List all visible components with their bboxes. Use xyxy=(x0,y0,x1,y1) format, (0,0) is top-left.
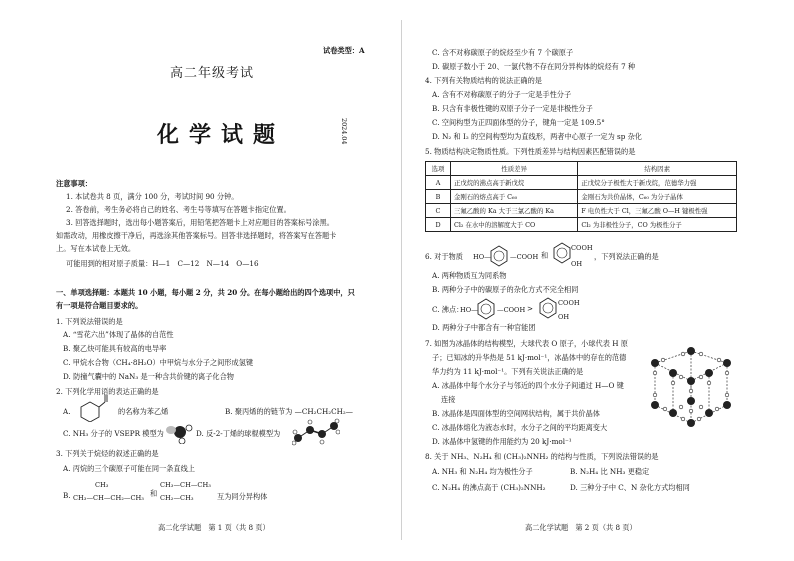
page-divider xyxy=(401,20,402,540)
q5-stem: 5. 物质结构决定物质性质。下列性质差异与结构因素匹配错误的是 xyxy=(425,147,636,156)
table-cell-factor: Cl₂ 为非极性分子，CO 为极性分子 xyxy=(578,218,737,232)
notes-item-3: 3. 回答选择题时，选出每小题答案后，用铅笔把答题卡上对应题目的答案标号涂黑。 xyxy=(66,218,334,227)
table-cell-factor: 金刚石为共价晶体，C₆₀ 为分子晶体 xyxy=(578,190,737,204)
styrene-structure xyxy=(76,394,114,422)
q7-option-d: D. 冰晶体中氢键的作用能约为 20 kJ·mol⁻¹ xyxy=(432,437,572,446)
table-cell-option: B xyxy=(426,190,451,204)
q2-option-b: B. 聚丙烯的的链节为 —CH₂CH₂CH₂— xyxy=(225,407,353,416)
q4-option-d: D. N₂ 和 I₂ 的空间构型均为直线形，两者中心原子一定为 sp 杂化 xyxy=(432,132,642,141)
q6-option-d: D. 两种分子中都含有一种官能团 xyxy=(432,323,536,332)
table-cell-property: Cl₂ 在水中的溶解度大于 CO xyxy=(451,218,578,232)
q7-stem-line2: 子；已知冰的升华热是 51 kJ·mol⁻¹，冰晶体中的存在的范德 xyxy=(432,353,627,362)
notes-item-4: 如需改动，用橡皮擦干净后，再选涂其他答案标号。回答非选择题时，将答案写在答题卡 xyxy=(56,231,337,240)
q7-option-c: C. 冰晶体熔化为液态水时，水分子之间的平均距离变大 xyxy=(432,423,608,432)
q6-optc-mol2-carboxyl: COOH xyxy=(558,299,580,307)
exam-name: 高二年级考试 xyxy=(170,66,255,81)
q6-option-b: B. 两种分子中的碳原子的杂化方式不完全相同 xyxy=(432,285,579,294)
q4-option-c: C. 空间构型为正四面体型的分子，键角一定是 109.5° xyxy=(432,118,605,127)
q2-option-c: C. NH₃ 分子的 VSEPR 模型为 xyxy=(63,429,164,438)
q1-stem: 1. 下列说法错误的是 xyxy=(56,317,123,326)
table-cell-option: C xyxy=(426,204,451,218)
q3-option-b-text: 互为同分异构体 xyxy=(217,492,268,501)
q7-option-a: A. 冰晶体中每个水分子与邻近的四个水分子间通过 H—O 键 xyxy=(432,381,624,390)
footer-right: 高二化学试题 第 2 页（共 8 页） xyxy=(525,523,637,532)
q6-option-c-gt: > xyxy=(527,304,534,313)
q3-stem: 3. 下列关于烷烃的叙述正确的是 xyxy=(56,449,159,458)
table-row xyxy=(426,176,737,190)
q8-option-c: C. N₂H₄ 的沸点高于 (CH₃)₂NNH₂ xyxy=(432,483,546,492)
q6-option-c-label: C. 沸点： xyxy=(432,305,464,314)
q7-stem-line3: 华力约为 11 kJ·mol⁻¹。下列有关说法正确的是 xyxy=(432,367,584,376)
q1-option-a: A. “雪花六出”体现了晶体的自范性 xyxy=(63,330,174,339)
q3-option-a: A. 丙烷的三个碳原子可能在同一条直线上 xyxy=(63,464,195,473)
q1-option-d: D. 防撞气囊中的 NaN₃ 是一种含共价键的离子化合物 xyxy=(63,372,234,381)
section1-heading: 一、单项选择题：本题共 10 小题，每小题 2 分，共 20 分。在每小题给出的四个选项中，只 xyxy=(56,288,355,297)
q4-option-a: A. 含有不对称碳原子的分子一定是手性分子 xyxy=(432,90,572,99)
q7-option-b: B. 冰晶体是四面体型的空间网状结构，属于共价晶体 xyxy=(432,409,600,418)
q3-option-c: C. 含不对称碳原子的烷烃至少有 7 个碳原子 xyxy=(432,48,574,57)
q6-option-a: A. 两种物质互为同系物 xyxy=(432,271,507,280)
table-row xyxy=(426,190,737,204)
q1-option-c: C. 甲烷水合物（CH₄·8H₂O）中甲烷与水分子之间形成氢键 xyxy=(63,358,254,367)
q3-struct2-branch: CH₂—CH₃ xyxy=(160,494,194,502)
q6-mol1-carboxyl: —COOH xyxy=(510,253,539,261)
notes-item-5: 上。写在本试卷上无效。 xyxy=(56,244,136,253)
benzene-ring-icon xyxy=(537,296,559,320)
table-cell-property: 金刚石的熔点高于 C₆₀ xyxy=(451,190,578,204)
q6-stem-prefix: 6. 对于物质 xyxy=(425,252,463,261)
trans-2-butene-ball-stick-icon xyxy=(292,418,340,446)
q7-stem: 7. 如图为冰晶体的结构模型，大球代表 O 原子，小球代表 H 原 xyxy=(425,339,628,348)
table-header-option: 选项 xyxy=(426,162,451,176)
q8-option-d: D. 三种分子中 C、N 杂化方式均相同 xyxy=(570,483,690,492)
q2-option-d: D. 反-2-丁烯的球棍模型为 xyxy=(196,429,281,438)
q6-optc-mol1-carboxyl: —COOH xyxy=(497,306,526,314)
table-cell-option: D xyxy=(426,218,451,232)
table-cell-property: 正戊烷的沸点高于新戊烷 xyxy=(451,176,578,190)
q6-optc-mol1-hydroxyl: HO— xyxy=(460,306,478,314)
q6-stem-tail: ，下列说法正确的是 xyxy=(594,252,659,261)
q6-stem-and: 和 xyxy=(541,251,549,260)
table-row xyxy=(426,218,737,232)
q6-mol1-hydroxyl: HO— xyxy=(473,253,491,261)
table-row xyxy=(426,204,737,218)
atomic-masses: 可能用到的相对原子质量：H—1 C—12 N—14 O—16 xyxy=(66,259,259,268)
q6-mol2-carboxyl: COOH xyxy=(571,244,593,252)
q3-option-d: D. 碳原子数小于 20、一氯代物不存在同分异构体的烷烃有 7 种 xyxy=(432,62,636,71)
table-cell-factor: F 电负性大于 Cl，三氟乙酸 O—H 键极性强 xyxy=(578,204,737,218)
notes-item-2: 2. 答卷前，考生务必将自己的姓名、考生号等填写在答题卡指定位置。 xyxy=(66,205,291,214)
q3-struct1-chain: CH₃—CH—CH₂—CH₃ xyxy=(73,494,144,502)
section1-heading-2: 有一项是符合题目要求的。 xyxy=(56,301,143,310)
exam-date: 2024.04 xyxy=(340,118,348,145)
q3-option-b-and: 和 xyxy=(150,489,158,498)
table-header-factor: 结构因素 xyxy=(578,162,737,176)
table-cell-option: A xyxy=(426,176,451,190)
subject-title: 化学试题 xyxy=(157,122,286,148)
benzene-ring-icon xyxy=(475,297,497,321)
vsepr-model-icon xyxy=(165,420,195,444)
q1-option-b: B. 聚乙炔可能具有较高的电导率 xyxy=(63,344,167,353)
table-header-property: 性质差异 xyxy=(451,162,578,176)
q6-mol2-hydroxyl: OH xyxy=(571,260,583,268)
q3-option-b-label: B. xyxy=(63,491,71,500)
q8-stem: 8. 关于 NH₃、N₂H₄ 和 (CH₃)₂NNH₂ 的结构与性质，下列说法错误的是 xyxy=(425,452,659,461)
q6-optc-mol2-hydroxyl: OH xyxy=(558,313,570,321)
q2-stem: 2. 下列化学用语的表达正确的是 xyxy=(56,387,159,396)
paper-type-label: 试卷类型：A xyxy=(323,46,365,55)
table-cell-property: 三氟乙酸的 Ka 大于三氯乙酸的 Ka xyxy=(451,204,578,218)
q3-struct2-chain: CH₃—CH—CH₃ xyxy=(160,481,211,489)
footer-left: 高二化学试题 第 1 页（共 8 页） xyxy=(158,523,270,532)
table-header-row xyxy=(426,162,737,176)
q5-table xyxy=(425,161,737,232)
q8-option-b: B. N₂H₄ 比 NH₃ 更稳定 xyxy=(570,467,650,476)
q4-option-b: B. 只含有非极性键的双原子分子一定是非极性分子 xyxy=(432,104,593,113)
q4-stem: 4. 下列有关物质结构的说法正确的是 xyxy=(425,76,542,85)
benzene-ring-icon xyxy=(488,244,510,268)
notes-item-1: 1. 本试卷共 8 页，满分 100 分，考试时间 90 分钟。 xyxy=(66,192,239,201)
q7-option-a-cont: 连接 xyxy=(441,395,456,404)
q2-option-a-label: A. xyxy=(63,407,71,416)
q3-struct1-methyl: CH₃ xyxy=(95,481,109,489)
ice-crystal-structure-diagram xyxy=(645,343,737,433)
table-cell-factor: 正戊烷分子极性大于新戊烷，范德华力强 xyxy=(578,176,737,190)
q2-option-a-text: 的名称为苯乙烯 xyxy=(118,407,169,416)
notes-heading: 注意事项： xyxy=(56,179,92,188)
q8-option-a: A. NH₃ 和 N₂H₄ 均为极性分子 xyxy=(432,467,533,476)
benzene-ring-icon xyxy=(551,241,573,265)
